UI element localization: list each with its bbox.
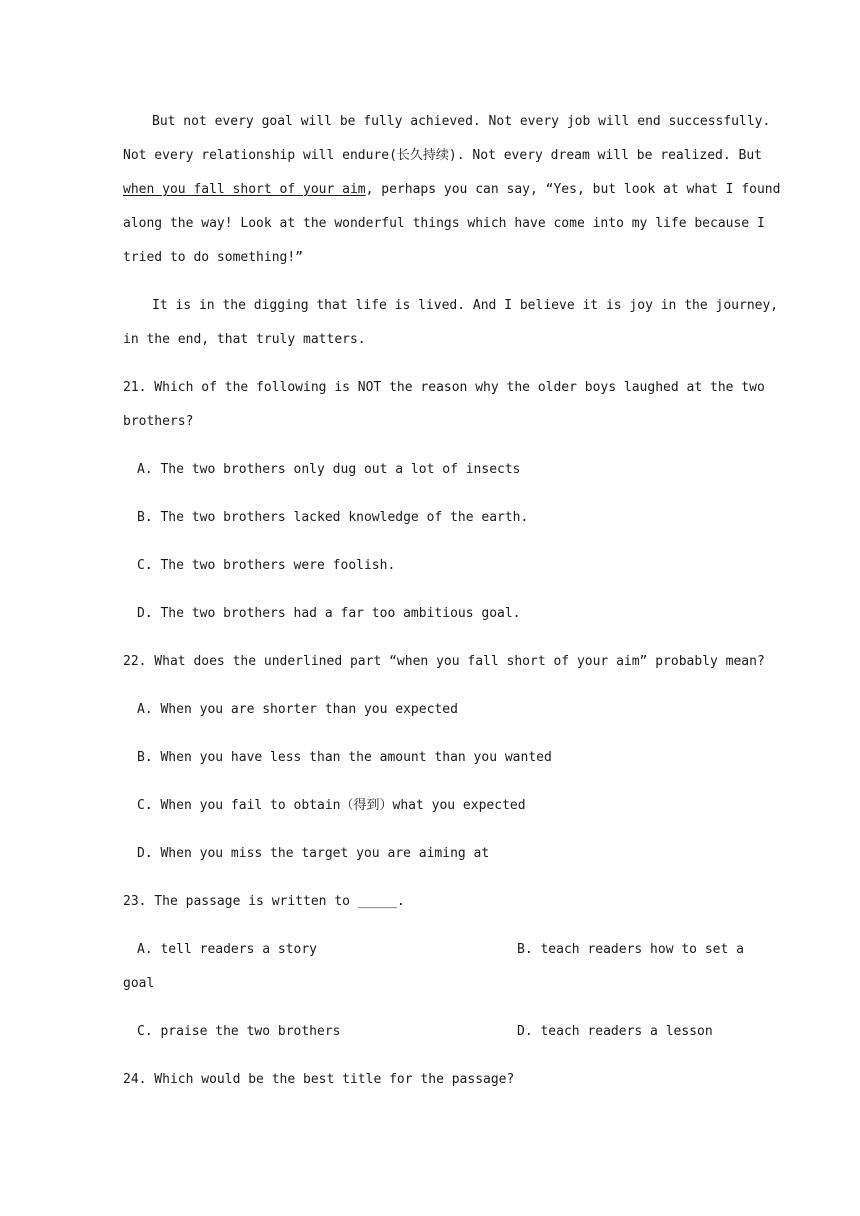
question-21 — [123, 371, 765, 631]
question-stem: 21. Which of the following is NOT the reason why the older boys laughed at the two — [123, 380, 765, 395]
option-c: C. When you fail to obtain（得到）what you expected — [137, 798, 526, 813]
option-b: B. The two brothers lacked knowledge of the earth. — [137, 510, 529, 525]
underlined-phrase: when you fall short of your aim — [123, 182, 366, 197]
question-stem: 24. Which would be the best title for the passage? — [123, 1072, 515, 1087]
document-page — [123, 105, 781, 1097]
text-span: , perhaps you can say, “Yes, but look at what I found — [365, 182, 781, 197]
question-stem: 22. What does the underlined part “when you fall short of your aim” probably mean? — [123, 654, 765, 669]
option-a: A. When you are shorter than you expected — [137, 702, 458, 717]
text-line: tried to do something!” — [123, 250, 304, 265]
question-24 — [123, 1063, 739, 1097]
passage-paragraph-2 — [123, 289, 779, 357]
text-line: But not every goal will be fully achieved. Not every job will end successfully. — [152, 114, 771, 129]
option-b: B. When you have less than the amount than you wanted — [137, 750, 552, 765]
text-line: along the way! Look at the wonderful things which have come into my life because I — [123, 216, 765, 231]
option-row — [123, 933, 744, 967]
option-row — [123, 1015, 739, 1049]
question-22 — [123, 645, 765, 871]
option-a: A. The two brothers only dug out a lot of insects — [137, 462, 521, 477]
option-d: D. The two brothers had a far too ambitious goal. — [137, 606, 521, 621]
text-line: Not every relationship will endure(长久持续). Not every dream will be realized. But — [123, 148, 762, 163]
option-c: C. praise the two brothers — [137, 1024, 341, 1039]
passage-paragraph-1 — [123, 105, 781, 275]
text-line: It is in the digging that life is lived. And I believe it is joy in the journey, — [152, 298, 779, 313]
question-stem: 23. The passage is written to _____. — [123, 894, 405, 909]
option-b-continuation: goal — [123, 976, 155, 991]
question-stem: brothers? — [123, 414, 194, 429]
option-d: D. When you miss the target you are aiming at — [137, 846, 490, 861]
option-c: C. The two brothers were foolish. — [137, 558, 396, 573]
option-b: B. teach readers how to set a — [517, 942, 744, 957]
question-23 — [123, 885, 744, 1049]
option-a: A. tell readers a story — [137, 942, 318, 957]
option-d: D. teach readers a lesson — [517, 1024, 713, 1039]
text-line — [123, 173, 781, 207]
text-line: in the end, that truly matters. — [123, 332, 366, 347]
